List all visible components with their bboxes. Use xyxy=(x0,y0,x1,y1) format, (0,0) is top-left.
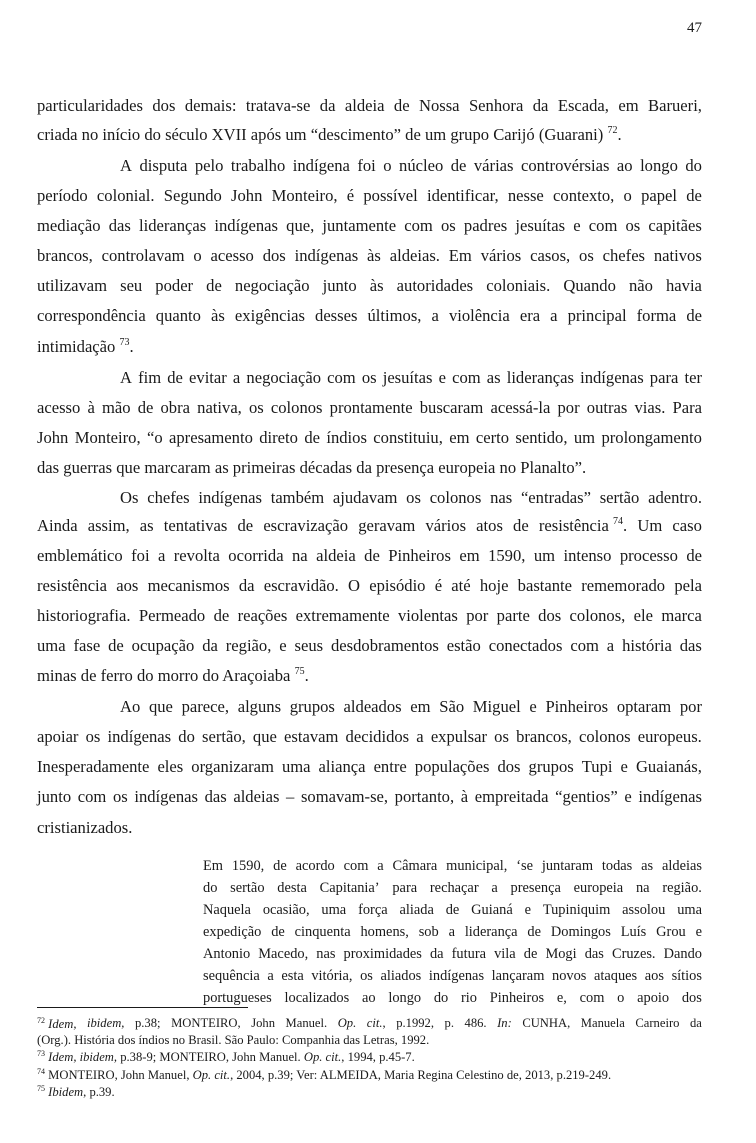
body-line: emblemático foi a revolta ocorrida na aldeia de Pinheiros em 1590, um intenso processo de xyxy=(37,546,702,565)
body-line: John Monteiro, “o apresamento direto de índios constituiu, em certo sentido, um prolongamento xyxy=(37,428,702,447)
body-line: apoiar os indígenas do sertão, que estavam decididos a expulsar os brancos, colonos europeus. xyxy=(37,727,702,746)
body-line: Ao que parece, alguns grupos aldeados em São Miguel e Pinheiros optaram por xyxy=(120,697,702,716)
footnote-line: (Org.). História dos índios no Brasil. São Paulo: Companhia das Letras, 1992. xyxy=(37,1033,430,1047)
body-line: A disputa pelo trabalho indígena foi o núcleo de várias controvérsias ao longo do xyxy=(120,156,702,175)
quote-line: portugueses localizados ao longo do rio Pinheiros e, com o apoio dos xyxy=(203,990,702,1006)
body-line: Ainda assim, as tentativas de escravização geravam vários atos de resistência $^{74}$. Um caso xyxy=(37,516,702,535)
body-line: junto com os indígenas das aldeias – somavam-se, portanto, à empreitada “gentios” e indígenas xyxy=(37,787,702,806)
quote-line: do sertão desta Capitania’ para rechaçar a presença europeia na região. xyxy=(203,880,702,896)
body-line: utilizavam seu poder de negociação junto às autoridades coloniais. Quando não havia xyxy=(37,276,702,295)
body-line: historiografia. Permeado de reações extremamente violentas por parte dos colonos, ele marca xyxy=(37,606,702,625)
footnote-separator xyxy=(37,1007,248,1008)
body-line: Os chefes indígenas também ajudavam os colonos nas “entradas” sertão adentro. xyxy=(120,488,702,507)
body-line: intimidação 73 . xyxy=(37,337,134,356)
body-line: cristianizados. xyxy=(37,818,133,837)
body-line: uma fase de ocupação da região, e seus desdobramentos estão conectados com a história das xyxy=(37,636,702,655)
footnote-ref: 74 xyxy=(613,516,624,527)
body-line: mediação das lideranças indígenas que, juntamente com os padres jesuítas e com os capitães xyxy=(37,216,702,235)
footnote-line: $^{72}$ Idem, ibidem, p.38; MONTEIRO, John Manuel. Op. cit., p.1992, p. 486. In: CUNHA, Manuela Carneiro da xyxy=(37,1016,702,1031)
footnote-number: 75 xyxy=(37,1084,45,1093)
body-line: período colonial. Segundo John Monteiro, é possível identificar, nesse contexto, o papel de xyxy=(37,186,702,205)
footnote-line: $^{73}$ Idem, ibidem, p.38-9; MONTEIRO, John Manuel. Op. cit., 1994, p.45-7. xyxy=(37,1049,415,1064)
body-line: resistência aos mecanismos da escravidão. O episódio é até hoje bastante rememorado pela xyxy=(37,576,702,595)
body-line: criada no início do século XVII após um “descimento” de um grupo Carijó (Guarani) 72 . xyxy=(37,125,622,144)
quote-line: Em 1590, de acordo com a Câmara municipal, ‘se juntaram todas as aldeias xyxy=(203,858,702,874)
quote-line: expedição de cinquenta homens, sob a liderança de Domingos Luís Grou e xyxy=(203,924,702,940)
footnote-ref: 75 xyxy=(294,666,305,677)
body-line: particularidades dos demais: tratava-se da aldeia de Nossa Senhora da Escada, em Barueri, xyxy=(37,96,702,115)
footnote-number: 74 xyxy=(37,1067,45,1076)
footnote-ref: 73 xyxy=(119,337,130,348)
quote-line: Naquela ocasião, uma força aliada de Guianá e Tupiniquim assolou uma xyxy=(203,902,702,918)
body-line: brancos, controlavam o acesso dos indígenas às aldeias. Em vários casos, os chefes nativos xyxy=(37,246,702,265)
footnote-line: $^{75}$ Ibidem, p.39. xyxy=(37,1084,115,1099)
body-line: correspondência quanto às exigências desses últimos, a violência era a principal forma de xyxy=(37,306,702,325)
body-line: minas de ferro do morro do Araçoiaba 75 . xyxy=(37,666,309,685)
footnote-line: $^{74}$ MONTEIRO, John Manuel, Op. cit., 2004, p.39; Ver: ALMEIDA, Maria Regina Celestino de, 2013, p.219-249. xyxy=(37,1067,612,1082)
body-line: das guerras que marcaram as primeiras décadas da presença europeia no Planalto”. xyxy=(37,458,587,477)
footnote-ref: 72 xyxy=(607,125,618,136)
quote-line: sequência a esta vitória, os aliados indígenas lançaram novos ataques aos sítios xyxy=(203,968,702,984)
body-line: acesso à mão de obra nativa, os colonos prontamente buscaram acessá-la por outras vias. Para xyxy=(37,398,702,417)
body-line: Inesperadamente eles organizaram uma aliança entre populações dos grupos Tupi e Guaianás, xyxy=(37,757,702,776)
footnote-number: 73 xyxy=(37,1049,45,1058)
body-line: A fim de evitar a negociação com os jesuítas e com as lideranças indígenas para ter xyxy=(120,368,702,387)
page-number: 47 xyxy=(687,20,702,36)
quote-line: Antonio Macedo, nas proximidades da futura vila de Mogi das Cruzes. Dando xyxy=(203,946,702,962)
footnote-number: 72 xyxy=(37,1016,45,1025)
